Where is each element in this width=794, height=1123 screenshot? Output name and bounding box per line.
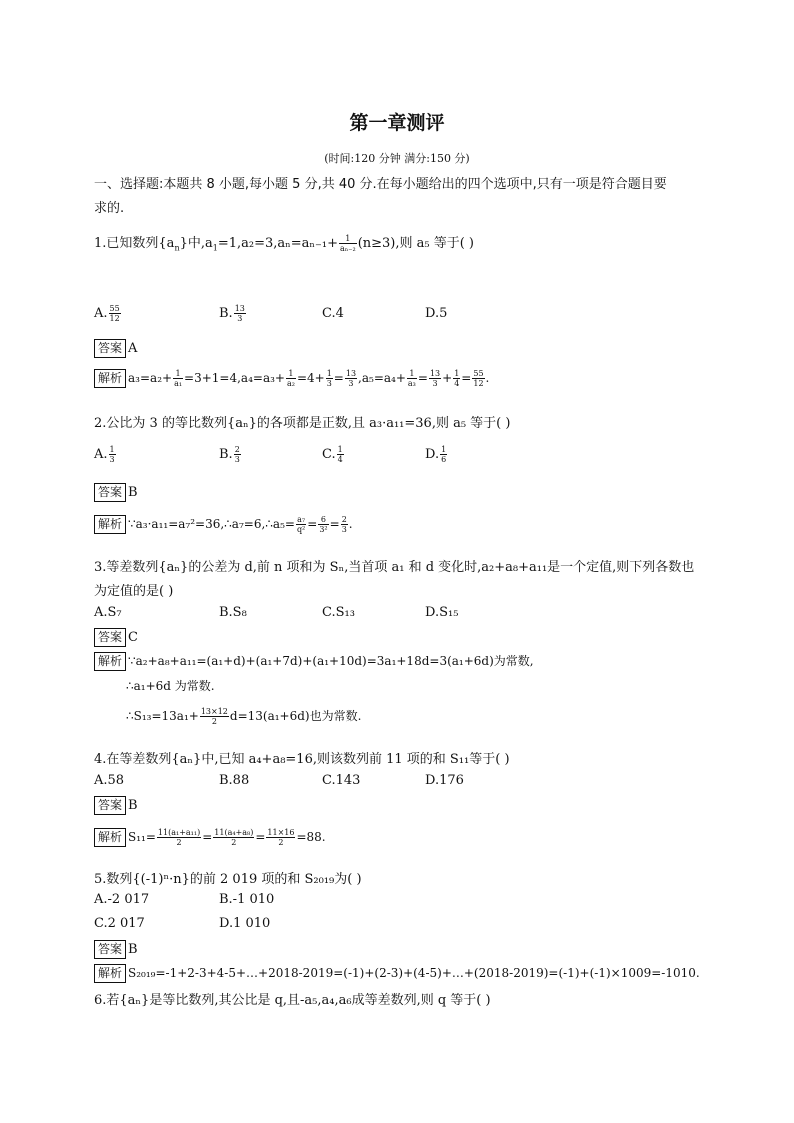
q3-solution-line2: ∴a₁+6d 为常数.	[126, 679, 215, 693]
question-3-line1: 3.等差数列{aₙ}的公差为 d,前 n 项和为 Sₙ,当首项 a₁ 和 d 变化时,a₂+a₈+a₁₁是一个定值,则下列各数也	[94, 560, 695, 575]
question-1: 1.已知数列$\{a_n\}$中$,a_1=1,a_2=3,a_n=a_{n-1}+$ $\frac{1}{\text{aₙ₋₂}}$ (n≥3),则 a₅ 等于( )	[94, 234, 475, 253]
answer-tag: 答案	[94, 628, 126, 647]
solution-tag: 解析	[94, 652, 126, 671]
answer-tag: 答案	[94, 339, 126, 358]
q3-option-a: A.S₇	[94, 605, 122, 620]
q1-answer-value: A	[128, 341, 138, 356]
q3-option-c: C.S₁₃	[322, 605, 355, 620]
q1-option-d: D.5	[425, 306, 448, 321]
solution-tag: 解析	[94, 828, 126, 847]
q4-option-a: A.58	[94, 773, 125, 788]
q5-answer	[94, 940, 138, 959]
exam-info: (时间:120 分钟 满分:150 分)	[324, 152, 470, 165]
q2-option-b: B. $\frac{2}{3}$	[219, 445, 240, 464]
answer-tag: 答案	[94, 796, 126, 815]
solution-tag: 解析	[94, 964, 126, 983]
q3-solution-line3: ∴S₁₃=13a₁+ $\frac{13\times 12}{2}$ d=13(a₁+6d)也为常数.	[126, 707, 362, 726]
q2-option-d: D. $\frac{1}{6}$	[425, 445, 447, 464]
solution-tag: 解析	[94, 369, 126, 388]
q1-answer	[94, 339, 137, 358]
question-3-line2: 为定值的是( )	[94, 584, 174, 599]
q5-answer-value: B	[128, 942, 138, 957]
q1-option-a: A. $\frac{55}{12}$	[94, 304, 120, 323]
q2-option-c: C. $\frac{1}{4}$	[322, 445, 343, 464]
solution-tag: 解析	[94, 515, 126, 534]
q3-option-b: B.S₈	[219, 605, 247, 620]
answer-tag: 答案	[94, 483, 126, 502]
q3-solution-line1: 解析 ∵a₂+a₈+a₁₁=(a₁+d)+(a₁+7d)+(a₁+10d)=3a₁+18d=3(a₁+6d)为常数,	[94, 652, 534, 671]
page-title: 第一章测评	[349, 112, 445, 134]
q1-option-c: C.4	[322, 306, 344, 321]
q4-answer	[94, 796, 138, 815]
q1-fraction: $\frac{1}{\text{aₙ₋₂}}$	[340, 234, 356, 253]
q1-stem-prefix: 1.已知数列{a	[94, 236, 175, 251]
q5-option-a: A.-2 017	[94, 892, 150, 907]
q1-stem: =1,a₂=3,aₙ=aₙ₋₁+	[217, 236, 339, 251]
answer-tag: 答案	[94, 940, 126, 959]
q3-option-d: D.S₁₅	[425, 605, 459, 620]
question-6: 6.若{aₙ}是等比数列,其公比是 q,且-a₅,a₄,a₆成等差数列,则 q 等于( )	[94, 993, 491, 1008]
question-5: 5.数列{(-1)ⁿ·n}的前 2 019 项的和 S₂₀₁₉为( )	[94, 872, 362, 887]
q5-option-c: C.2 017	[94, 916, 145, 931]
question-4: 4.在等差数列{aₙ}中,已知 a₄+a₈=16,则该数列前 11 项的和 S₁₁等于( )	[94, 752, 510, 767]
q4-option-c: C.143	[322, 773, 361, 788]
section-heading-line2: 求的.	[94, 201, 125, 216]
q4-solution: 解析 S₁₁= $\frac{\text{11(a₁+a₁₁)}}{2}$ = $\frac{\text{11(a₄+a₈)}}{2}$ = $\frac{11\times 16}{2}$ =88.	[94, 828, 326, 847]
q4-answer-value: B	[128, 798, 138, 813]
q4-option-d: D.176	[425, 773, 464, 788]
q2-answer-value: B	[128, 485, 138, 500]
q1-stem-suffix: (n≥3),则 a₅ 等于( )	[357, 236, 475, 251]
q2-solution: 解析 ∵a₃·a₁₁=a₇²=36,∴a₇=6,∴a₅= $\frac{\text{a₇}}{\text{q²}}$ = $\frac{6}{\text{3²}}$ = $\frac{2}{3}$ .	[94, 515, 353, 534]
q5-option-d: D.1 010	[219, 916, 271, 931]
q5-solution: 解析 S₂₀₁₉=-1+2-3+4-5+…+2018-2019=(-1)+(2-3)+(4-5)+…+(2018-2019)=(-1)+(-1)×1009=-1010.	[94, 964, 700, 983]
q1-option-b: B. $\frac{13}{3}$	[219, 304, 245, 323]
q2-answer	[94, 483, 138, 502]
q2-option-a: A. $\frac{1}{3}$	[94, 445, 115, 464]
q5-option-b: B.-1 010	[219, 892, 275, 907]
q4-option-b: B.88	[219, 773, 250, 788]
section-heading-line1: 一、选择题:本题共 8 小题,每小题 5 分,共 40 分.在每小题给出的四个选项中,只有一项是符合题目要	[94, 177, 667, 192]
question-2: 2.公比为 3 的等比数列{aₙ}的各项都是正数,且 a₃·a₁₁=36,则 a₅ 等于( )	[94, 416, 511, 431]
q3-answer	[94, 628, 138, 647]
q3-answer-value: C	[128, 630, 138, 645]
q1-stem-mid: }中,a	[179, 236, 213, 251]
q1-solution: 解析 a₃=a₂+ $\frac{1}{\text{a₁}}$ =3+1=4,a₄=a₃+ $\frac{1}{\text{a₂}}$ =4+ $\frac{1}{3}$ = $\frac{13}{3}$ ,a₅=a₄+ $\frac{1}{\text{a₃}}$ = $\frac{13}{3}$ + $\frac{1}{4}$ = $\frac{55}{12}$ .	[94, 369, 489, 388]
